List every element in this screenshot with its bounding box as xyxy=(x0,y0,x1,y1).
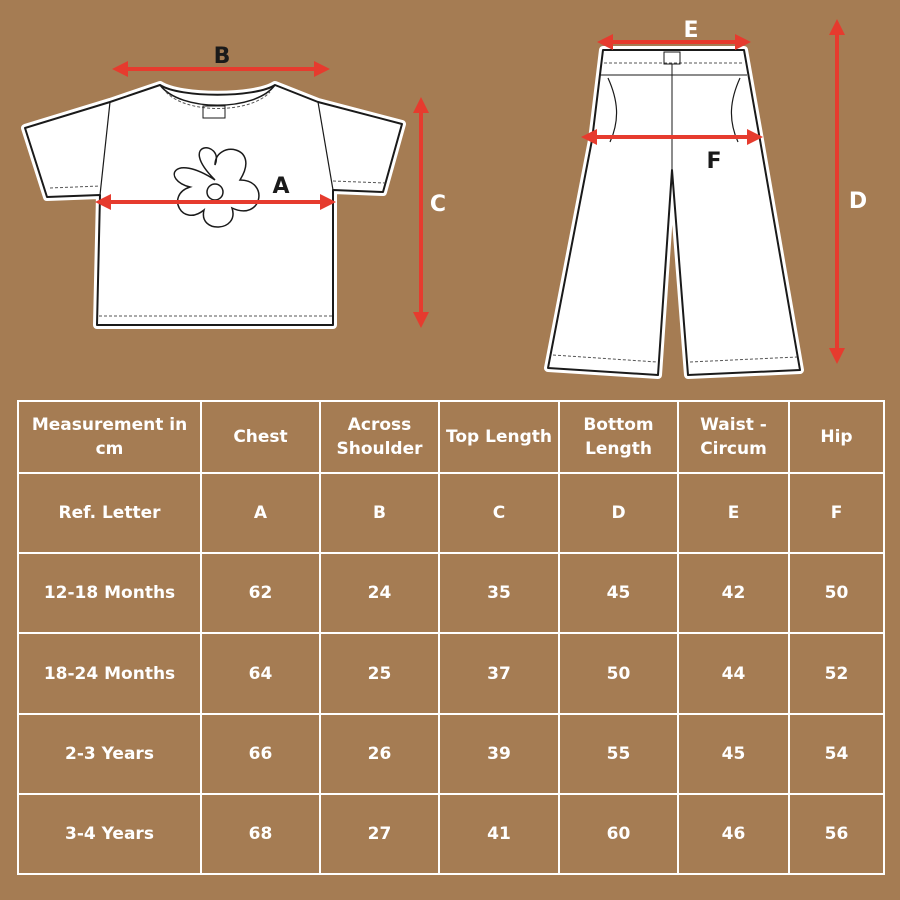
table-cell: 55 xyxy=(559,714,678,794)
label-b: B xyxy=(213,44,231,69)
table-cell: 68 xyxy=(201,794,320,874)
table-cell: Waist - Circum xyxy=(678,401,789,473)
label-a: A xyxy=(272,174,290,199)
table-cell: 45 xyxy=(559,553,678,633)
table-cell: 25 xyxy=(320,633,439,713)
table-cell: A xyxy=(201,473,320,553)
table-cell: Bottom Length xyxy=(559,401,678,473)
label-e: E xyxy=(683,18,699,43)
table-cell: E xyxy=(678,473,789,553)
table-cell: B xyxy=(320,473,439,553)
table-cell: 50 xyxy=(789,553,884,633)
table-cell: 26 xyxy=(320,714,439,794)
table-cell: 66 xyxy=(201,714,320,794)
table-cell: 27 xyxy=(320,794,439,874)
row-label-cell: 2-3 Years xyxy=(18,714,201,794)
table-cell: 45 xyxy=(678,714,789,794)
table-row xyxy=(18,794,884,874)
table-row xyxy=(18,633,884,713)
table-row xyxy=(18,553,884,633)
table-cell: 56 xyxy=(789,794,884,874)
garment-diagram xyxy=(0,0,900,390)
row-label-cell: Measurement in cm xyxy=(18,401,201,473)
table-cell: 42 xyxy=(678,553,789,633)
label-c: C xyxy=(429,192,447,217)
row-label-cell: 12-18 Months xyxy=(18,553,201,633)
table-cell: D xyxy=(559,473,678,553)
label-d: D xyxy=(848,189,868,214)
table-cell: Hip xyxy=(789,401,884,473)
table-cell: Top Length xyxy=(439,401,559,473)
table-cell: Across Shoulder xyxy=(320,401,439,473)
row-label-cell: 3-4 Years xyxy=(18,794,201,874)
table-cell: 39 xyxy=(439,714,559,794)
pants-illustration xyxy=(548,50,800,375)
table-ref-row xyxy=(18,473,884,553)
size-chart-table xyxy=(17,400,885,875)
table-cell: 62 xyxy=(201,553,320,633)
table-cell: 37 xyxy=(439,633,559,713)
table-cell: 35 xyxy=(439,553,559,633)
table-cell: 52 xyxy=(789,633,884,713)
table-cell: 41 xyxy=(439,794,559,874)
table-cell: 50 xyxy=(559,633,678,713)
table-cell: F xyxy=(789,473,884,553)
table-row xyxy=(18,714,884,794)
table-cell: Chest xyxy=(201,401,320,473)
table-cell: 46 xyxy=(678,794,789,874)
row-label-cell: 18-24 Months xyxy=(18,633,201,713)
table-cell: 60 xyxy=(559,794,678,874)
table-header-row xyxy=(18,401,884,473)
table-cell: 54 xyxy=(789,714,884,794)
tshirt-illustration xyxy=(25,85,402,325)
label-f: F xyxy=(706,149,722,174)
row-label-cell: Ref. Letter xyxy=(18,473,201,553)
table-cell: 44 xyxy=(678,633,789,713)
table-cell: 64 xyxy=(201,633,320,713)
table-cell: 24 xyxy=(320,553,439,633)
table-cell: C xyxy=(439,473,559,553)
